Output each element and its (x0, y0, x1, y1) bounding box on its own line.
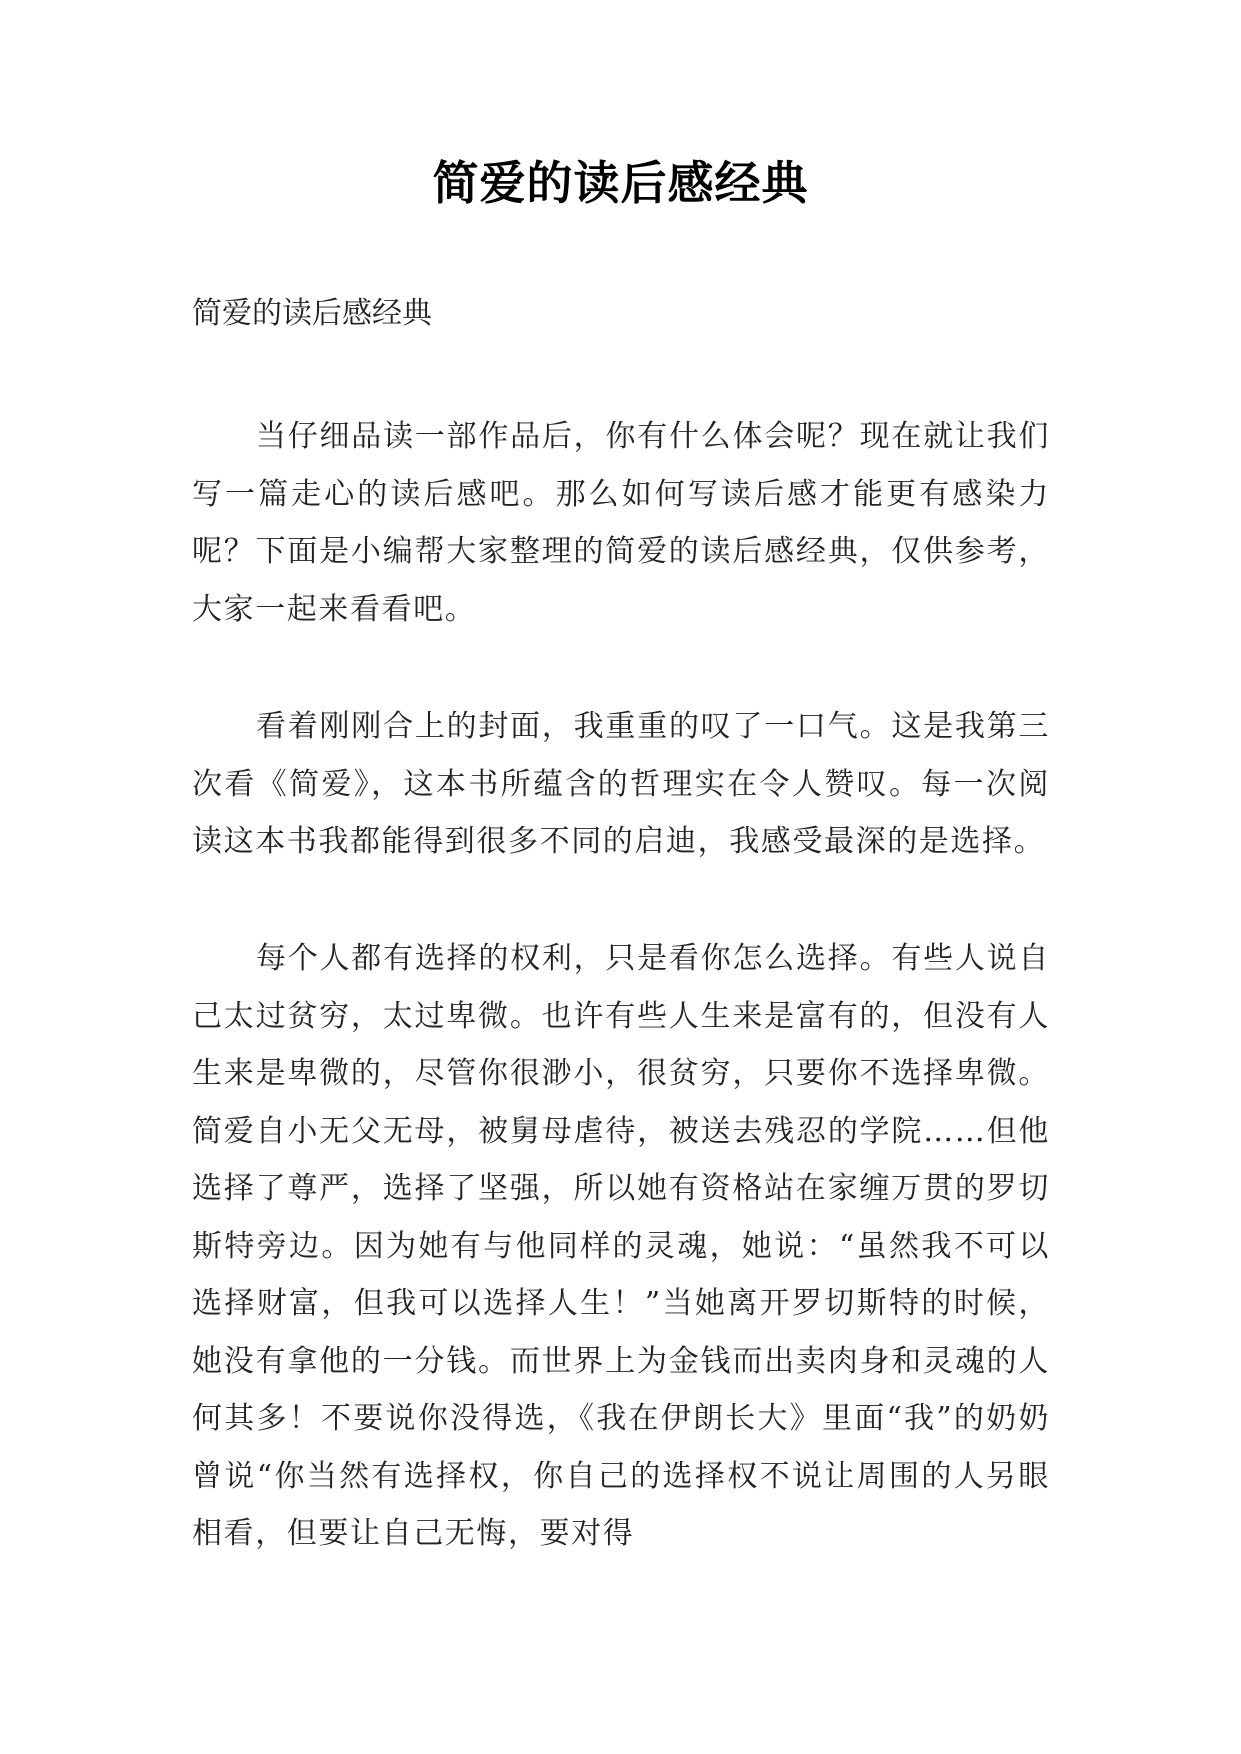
document-title: 简爱的读后感经典 (432, 156, 809, 210)
document-subtitle: 简爱的读后感经典 (192, 296, 432, 331)
body-paragraph: 当仔细品读一部作品后，你有什么体会呢？现在就让我们写一篇走心的读后感吧。那么如何写读后感才能更有感染力呢？下面是小编帮大家整理的简爱的读后感经典，仅供参考，大家一起来看看吧。 (192, 419, 1050, 627)
body-paragraph: 看着刚刚合上的封面，我重重的叹了一口气。这是我第三次看《简爱》，这本书所蕴含的哲理实在令人赞叹。每一次阅读这本书我都能得到很多不同的启迪，我感受最深的是选择。 (192, 709, 1050, 859)
body-paragraph: 每个人都有选择的权利，只是看你怎么选择。有些人说自己太过贫穷，太过卑微。也许有些人生来是富有的，但没有人生来是卑微的，尽管你很渺小，很贫穷，只要你不选择卑微。简爱自小无父无母，被舅母虐待，被送去残忍的学院……但他选择了尊严，选择了坚强，所以她有资格站在家缠万贯的罗切斯特旁边。因为她有与他同样的灵魂，她说：“虽然我不可以选择财富，但我可以选择人生！”当她离开罗切斯特的时候，她没有拿他的一分钱。而世界上为金钱而出卖肉身和灵魂的人何其多！不要说你没得选，《我在伊朗长大》里面“我”的奶奶曾说“你当然有选择权，你自己的选择权不说让周围的人另眼相看，但要让自己无悔，要对得 (192, 941, 1050, 1551)
